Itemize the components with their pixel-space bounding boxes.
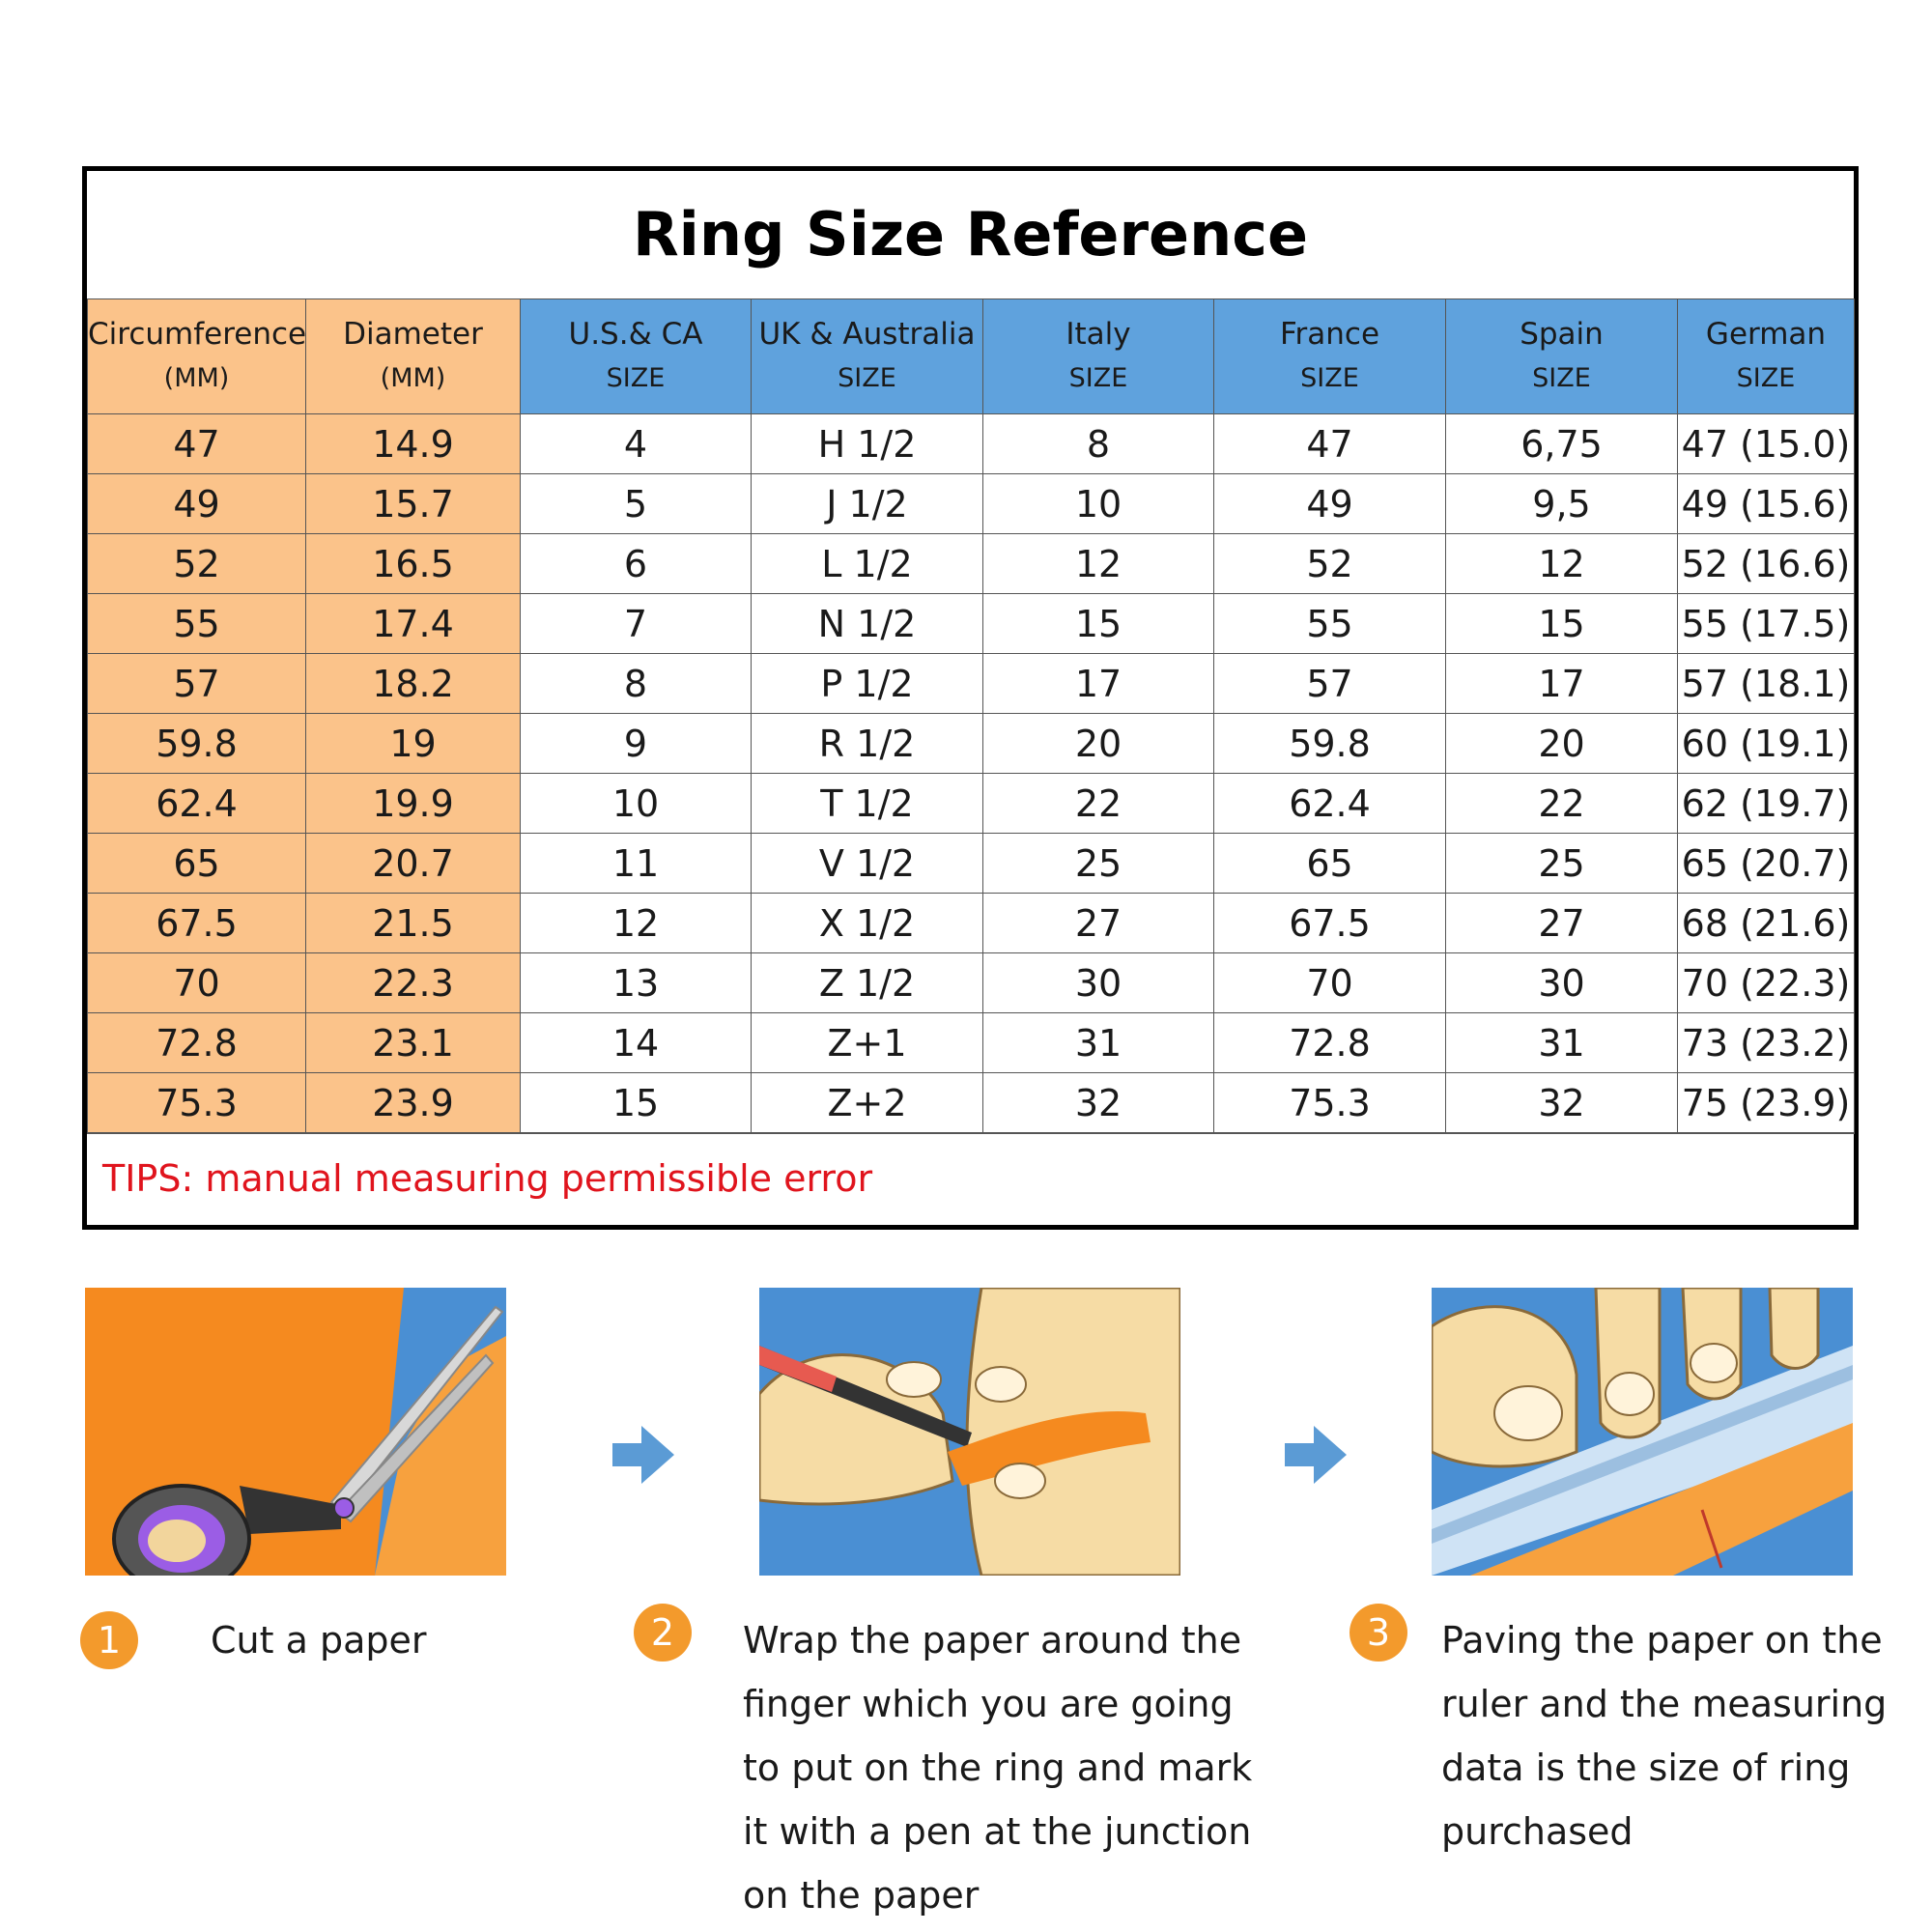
table-cell: 57 xyxy=(1214,654,1446,714)
header-diameter: Diameter (MM) xyxy=(306,299,521,414)
table-cell: 70 xyxy=(1214,953,1446,1013)
table-cell: 20 xyxy=(1446,714,1678,774)
table-cell: T 1/2 xyxy=(752,774,983,834)
table-cell: 65 (20.7) xyxy=(1678,834,1855,894)
table-cell: 47 (15.0) xyxy=(1678,414,1855,474)
paper-on-ruler-illustration xyxy=(1432,1288,1853,1576)
table-cell: 55 (17.5) xyxy=(1678,594,1855,654)
table-cell: 31 xyxy=(1446,1013,1678,1073)
table-cell: J 1/2 xyxy=(752,474,983,534)
table-cell: 8 xyxy=(983,414,1214,474)
header-us-ca: U.S.& CA SIZE xyxy=(521,299,752,414)
table-cell: 5 xyxy=(521,474,752,534)
table-cell: 52 (16.6) xyxy=(1678,534,1855,594)
table-cell: 60 (19.1) xyxy=(1678,714,1855,774)
table-cell: 30 xyxy=(1446,953,1678,1013)
table-row xyxy=(88,474,1855,534)
table-cell: Z+2 xyxy=(752,1073,983,1134)
table-body xyxy=(88,414,1855,1134)
table-cell: V 1/2 xyxy=(752,834,983,894)
table-row xyxy=(88,774,1855,834)
step-3-badge: 3 xyxy=(1350,1604,1407,1662)
table-cell: 59.8 xyxy=(88,714,306,774)
table-cell: 15 xyxy=(521,1073,752,1134)
step-1-badge: 1 xyxy=(80,1611,138,1669)
table-cell: 31 xyxy=(983,1013,1214,1073)
table-cell: 23.1 xyxy=(306,1013,521,1073)
table-cell: 72.8 xyxy=(1214,1013,1446,1073)
table-cell: 25 xyxy=(983,834,1214,894)
table-cell: 27 xyxy=(983,894,1214,953)
table-cell: 19.9 xyxy=(306,774,521,834)
table-cell: 6 xyxy=(521,534,752,594)
table-cell: R 1/2 xyxy=(752,714,983,774)
table-cell: 13 xyxy=(521,953,752,1013)
table-cell: 17 xyxy=(1446,654,1678,714)
step-2-text: Wrap the paper around the finger which you are going to put on the ring and mark it with a pen at the junction on the paper xyxy=(743,1619,1253,1917)
table-row xyxy=(88,654,1855,714)
table-cell: 10 xyxy=(983,474,1214,534)
table-cell: 49 xyxy=(88,474,306,534)
table-cell: 68 (21.6) xyxy=(1678,894,1855,953)
table-cell: 12 xyxy=(983,534,1214,594)
step-2-badge: 2 xyxy=(634,1604,692,1662)
table-cell: 62.4 xyxy=(88,774,306,834)
table-cell: 14 xyxy=(521,1013,752,1073)
table-row xyxy=(88,1073,1855,1134)
table-cell: 72.8 xyxy=(88,1013,306,1073)
table-row xyxy=(88,1013,1855,1073)
scissors-cutting-paper-illustration xyxy=(85,1288,506,1576)
table-cell: 47 xyxy=(88,414,306,474)
table-cell: 18.2 xyxy=(306,654,521,714)
table-cell: Z+1 xyxy=(752,1013,983,1073)
table-cell: 55 xyxy=(1214,594,1446,654)
table-cell: H 1/2 xyxy=(752,414,983,474)
arrow-right-icon xyxy=(612,1424,674,1486)
table-row xyxy=(88,594,1855,654)
table-cell: 14.9 xyxy=(306,414,521,474)
table-cell: 15.7 xyxy=(306,474,521,534)
table-cell: 67.5 xyxy=(1214,894,1446,953)
table-cell: 17.4 xyxy=(306,594,521,654)
table-cell: 67.5 xyxy=(88,894,306,953)
header-france: France SIZE xyxy=(1214,299,1446,414)
table-cell: 9,5 xyxy=(1446,474,1678,534)
hand-icon xyxy=(759,1288,1180,1576)
header-spain: Spain SIZE xyxy=(1446,299,1678,414)
ring-size-table-frame xyxy=(82,166,1859,1230)
table-row xyxy=(88,953,1855,1013)
table-cell: 25 xyxy=(1446,834,1678,894)
table-cell: 16.5 xyxy=(306,534,521,594)
header-german: German SIZE xyxy=(1678,299,1855,414)
header-uk-australia: UK & Australia SIZE xyxy=(752,299,983,414)
table-cell: 57 xyxy=(88,654,306,714)
scissors-icon xyxy=(85,1288,506,1576)
table-cell: 20 xyxy=(983,714,1214,774)
table-cell: 32 xyxy=(1446,1073,1678,1134)
table-cell: 73 (23.2) xyxy=(1678,1013,1855,1073)
table-cell: 21.5 xyxy=(306,894,521,953)
table-cell: 17 xyxy=(983,654,1214,714)
table-cell: L 1/2 xyxy=(752,534,983,594)
table-cell: N 1/2 xyxy=(752,594,983,654)
table-cell: 62 (19.7) xyxy=(1678,774,1855,834)
table-cell: 19 xyxy=(306,714,521,774)
table-cell: 23.9 xyxy=(306,1073,521,1134)
table-cell: X 1/2 xyxy=(752,894,983,953)
ring-size-table xyxy=(87,298,1855,1134)
table-cell: 11 xyxy=(521,834,752,894)
table-cell: 27 xyxy=(1446,894,1678,953)
hand-wrapping-paper-illustration xyxy=(759,1288,1180,1576)
header-circumference: Circumference (MM) xyxy=(88,299,306,414)
table-row xyxy=(88,714,1855,774)
table-cell: 12 xyxy=(521,894,752,953)
table-cell: 52 xyxy=(88,534,306,594)
table-cell: 49 xyxy=(1214,474,1446,534)
table-cell: 22 xyxy=(1446,774,1678,834)
table-cell: 65 xyxy=(1214,834,1446,894)
table-cell: 15 xyxy=(1446,594,1678,654)
ruler-icon xyxy=(1432,1288,1853,1576)
table-header-row xyxy=(88,299,1855,414)
table-cell: 32 xyxy=(983,1073,1214,1134)
table-cell: 6,75 xyxy=(1446,414,1678,474)
table-cell: 75.3 xyxy=(88,1073,306,1134)
table-cell: 10 xyxy=(521,774,752,834)
table-title: Ring Size Reference xyxy=(632,199,1309,270)
table-cell: 75.3 xyxy=(1214,1073,1446,1134)
table-cell: 22.3 xyxy=(306,953,521,1013)
table-cell: 22 xyxy=(983,774,1214,834)
table-cell: 12 xyxy=(1446,534,1678,594)
table-row xyxy=(88,414,1855,474)
table-cell: 70 (22.3) xyxy=(1678,953,1855,1013)
table-cell: 70 xyxy=(88,953,306,1013)
table-cell: 9 xyxy=(521,714,752,774)
arrow-right-icon xyxy=(1285,1424,1347,1486)
table-cell: 62.4 xyxy=(1214,774,1446,834)
table-row xyxy=(88,834,1855,894)
table-cell: 75 (23.9) xyxy=(1678,1073,1855,1134)
table-cell: 7 xyxy=(521,594,752,654)
step-3-text: Paving the paper on the ruler and the measuring data is the size of ring purchased xyxy=(1441,1619,1888,1853)
table-row xyxy=(88,534,1855,594)
table-cell: 30 xyxy=(983,953,1214,1013)
table-cell: 65 xyxy=(88,834,306,894)
table-row xyxy=(88,894,1855,953)
table-cell: 52 xyxy=(1214,534,1446,594)
table-cell: 8 xyxy=(521,654,752,714)
table-cell: 57 (18.1) xyxy=(1678,654,1855,714)
table-cell: P 1/2 xyxy=(752,654,983,714)
table-cell: 55 xyxy=(88,594,306,654)
step-1-text: Cut a paper xyxy=(211,1619,427,1662)
table-cell: 4 xyxy=(521,414,752,474)
table-cell: 47 xyxy=(1214,414,1446,474)
tips-text: TIPS: manual measuring permissible error xyxy=(102,1157,873,1200)
header-italy: Italy SIZE xyxy=(983,299,1214,414)
table-cell: Z 1/2 xyxy=(752,953,983,1013)
table-cell: 15 xyxy=(983,594,1214,654)
table-cell: 59.8 xyxy=(1214,714,1446,774)
table-cell: 20.7 xyxy=(306,834,521,894)
table-cell: 49 (15.6) xyxy=(1678,474,1855,534)
